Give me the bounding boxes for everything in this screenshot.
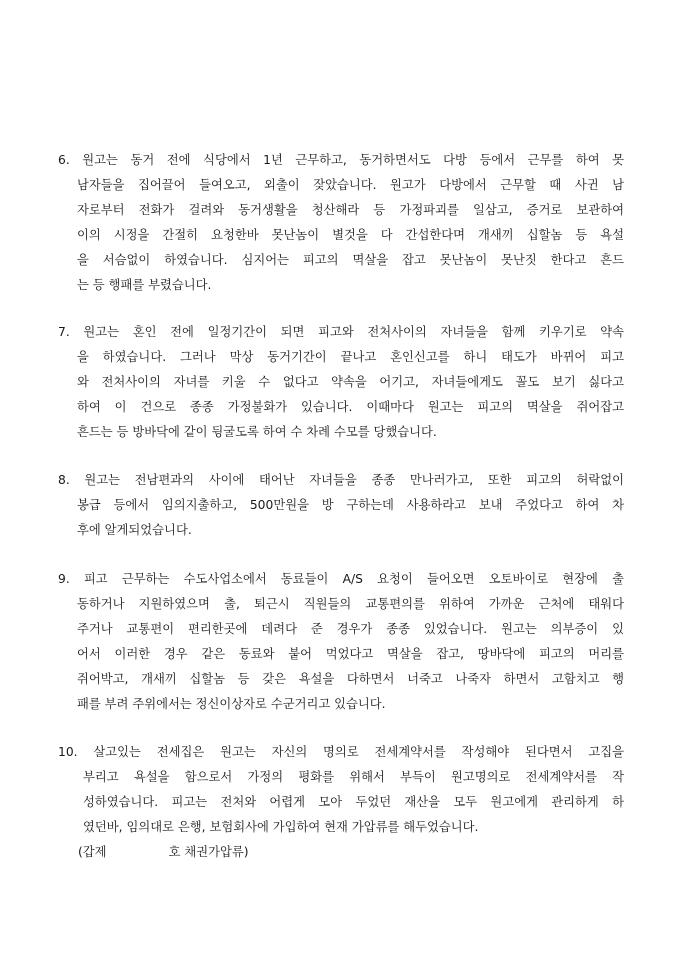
evidence-note-suffix: 호 채권가압류) (168, 845, 249, 859)
text-line: 하여 이 건으로 종종 가정불화가 있습니다. 이때마다 원고는 피고의 멱살을 쥐어잡고 (77, 400, 624, 414)
text-line: 7. 원고는 혼인 전에 일정기간이 되면 피고와 전처사이의 자녀들을 함께 키우기로 약속 (58, 325, 624, 339)
text-line: 는 등 행패를 부렸습니다. (77, 278, 212, 292)
evidence-note (78, 840, 249, 865)
paragraph-6 (58, 148, 624, 298)
text-line: 와 전처사이의 자녀를 키울 수 없다고 약속을 어기고, 자녀들에게도 꼴도 보기 싫다고 (77, 375, 624, 389)
text-line: 성하였습니다. 피고는 전처와 어렵게 모아 두었던 재산을 모두 원고에게 관리하게 하 (83, 795, 624, 809)
text-line: 패를 부려 주위에서는 정신이상자로 수군거리고 있습니다. (77, 697, 386, 711)
text-line: 였던바, 임의대로 은행, 보험회사에 가입하여 현재 가압류를 해두었습니다. (83, 820, 479, 834)
text-line: 봉급 등에서 임의지출하고, 500만원을 방 구하는데 사용하라고 보내 주었다고 하여 차 (77, 498, 624, 512)
text-line: 쥐어박고, 개새끼 십할놈 등 갖은 욕설을 다하면서 너죽고 나죽자 하면서 고함치고 행 (77, 672, 624, 686)
paragraph-10 (58, 740, 624, 840)
paragraph-9 (58, 567, 624, 717)
text-line: 주거나 교통편이 편리한곳에 데려다 준 경우가 종종 있었습니다. 원고는 의부증이 있 (77, 622, 624, 636)
text-line: 을 서슴없이 하였습니다. 심지어는 피고의 멱살을 잡고 못난놈이 못난짓 한다고 흔드 (77, 253, 624, 267)
text-line: 8. 원고는 전남편과의 사이에 태어난 자녀들을 종종 만나러가고, 또한 피고의 허락없이 (58, 473, 624, 487)
text-line: 을 하였습니다. 그러나 막상 동거기간이 끝나고 혼인신고를 하니 태도가 바뀌어 피고 (77, 350, 624, 364)
text-line: 어서 이러한 경우 같은 동료와 붙어 먹었다고 멱살을 잡고, 땅바닥에 피고의 머리를 (77, 647, 624, 661)
text-line: 자로부터 전화가 걸려와 동거생활을 청산해라 등 가정파괴를 일삼고, 증거로 보관하여 (77, 203, 624, 217)
text-line: 흔드는 등 방바닥에 같이 뒹굴도록 하여 수 차례 수모를 당했습니다. (77, 425, 437, 439)
text-line: 10. 살고있는 전세집은 원고는 자신의 명의로 전세계약서를 작성해야 된다면서 고집을 (58, 745, 624, 759)
text-line: 후에 알게되었습니다. (77, 523, 192, 537)
paragraph-7 (58, 320, 624, 445)
text-line: 남자들을 집어끌어 들여오고, 외출이 잦았습니다. 원고가 다방에서 근무할 때 사귄 남 (77, 178, 624, 192)
text-line: 이의 시정을 간절히 요청한바 못난놈이 별것을 다 간섭한다며 개새끼 십할놈 등 욕설 (77, 228, 624, 242)
text-line: 부리고 욕설을 함으로서 가정의 평화를 위해서 부득이 원고명의로 전세계약서를 작 (83, 770, 624, 784)
text-line: 9. 피고 근무하는 수도사업소에서 동료들이 A/S 요청이 들어오면 오토바이로 현장에 출 (58, 572, 624, 586)
paragraph-8 (58, 468, 624, 543)
text-line: 6. 원고는 동거 전에 식당에서 1년 근무하고, 동거하면서도 다방 등에서 근무를 하여 못 (58, 153, 624, 167)
evidence-note-prefix: (갑제 (78, 845, 107, 859)
text-line: 동하거나 지원하였으며 출, 퇴근시 직원들의 교통편의를 위하여 가까운 근처에 태워다 (77, 597, 624, 611)
